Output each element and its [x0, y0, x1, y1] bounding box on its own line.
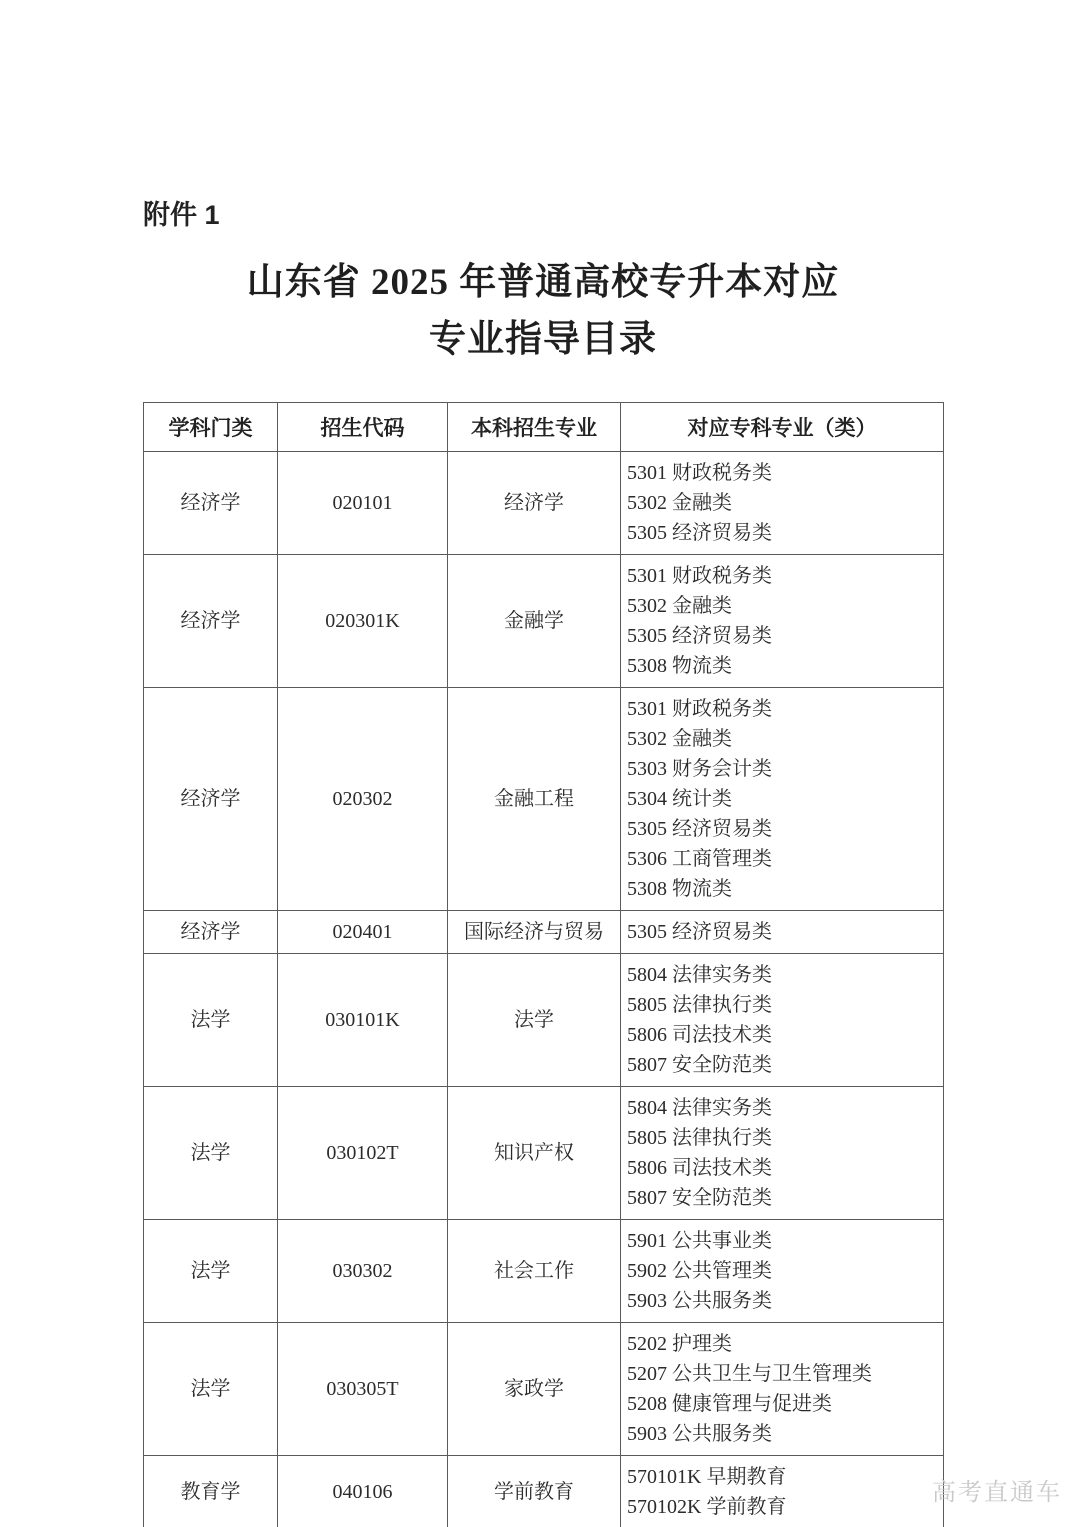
specialty-line: 5903 公共服务类 — [627, 1423, 772, 1445]
table-row — [144, 1323, 944, 1456]
attachment-label: 附件 1 — [143, 200, 220, 230]
cell-major: 金融学 — [448, 555, 621, 688]
specialty-line: 5305 经济贸易类 — [627, 818, 772, 840]
header-code: 招生代码 — [278, 403, 448, 452]
table-row — [144, 1220, 944, 1323]
specialty-line: 5805 法律执行类 — [627, 994, 772, 1016]
cell-code: 030305T — [278, 1323, 448, 1456]
cell-specialties — [621, 911, 944, 954]
cell-major: 知识产权 — [448, 1087, 621, 1220]
cell-code: 030302 — [278, 1220, 448, 1323]
table-row — [144, 555, 944, 688]
cell-major: 学前教育 — [448, 1456, 621, 1527]
cell-category: 法学 — [144, 1220, 278, 1323]
cell-specialties — [621, 1220, 944, 1323]
specialty-line: 5302 金融类 — [627, 595, 732, 617]
cell-specialties — [621, 1456, 944, 1527]
cell-specialties — [621, 452, 944, 555]
specialty-line: 5301 财政税务类 — [627, 698, 772, 720]
cell-specialties — [621, 1323, 944, 1456]
table-row — [144, 1087, 944, 1220]
specialty-line: 5305 经济贸易类 — [627, 625, 772, 647]
specialty-line: 5807 安全防范类 — [627, 1187, 772, 1209]
cell-code: 020302 — [278, 688, 448, 911]
table-row — [144, 911, 944, 954]
header-major: 本科招生专业 — [448, 403, 621, 452]
specialty-line: 5804 法律实务类 — [627, 964, 772, 986]
table-row — [144, 1456, 944, 1527]
specialty-line: 5807 安全防范类 — [627, 1054, 772, 1076]
specialty-line: 5306 工商管理类 — [627, 848, 772, 870]
cell-major: 法学 — [448, 954, 621, 1087]
cell-category: 经济学 — [144, 555, 278, 688]
page-title-line1: 山东省 2025 年普通高校专升本对应 — [246, 262, 840, 303]
cell-major: 国际经济与贸易 — [448, 911, 621, 954]
cell-code: 030101K — [278, 954, 448, 1087]
cell-specialties — [621, 688, 944, 911]
cell-major: 社会工作 — [448, 1220, 621, 1323]
cell-specialties — [621, 555, 944, 688]
cell-category: 法学 — [144, 954, 278, 1087]
specialty-line: 5901 公共事业类 — [627, 1230, 772, 1252]
cell-category: 经济学 — [144, 911, 278, 954]
page-title — [143, 254, 943, 368]
header-category: 学科门类 — [144, 403, 278, 452]
cell-major: 家政学 — [448, 1323, 621, 1456]
specialty-line: 5305 经济贸易类 — [627, 522, 772, 544]
majors-catalog-table — [143, 402, 944, 1527]
specialty-line: 5301 财政税务类 — [627, 462, 772, 484]
watermark-text: 高考直通车 — [932, 1479, 1062, 1506]
table-row — [144, 688, 944, 911]
cell-category: 法学 — [144, 1087, 278, 1220]
specialty-line: 5301 财政税务类 — [627, 565, 772, 587]
document-content — [143, 193, 943, 1527]
specialty-line: 570101K 早期教育 — [627, 1466, 787, 1488]
specialty-line: 5903 公共服务类 — [627, 1290, 772, 1312]
cell-code: 020101 — [278, 452, 448, 555]
specialty-line: 5302 金融类 — [627, 728, 732, 750]
cell-code: 030102T — [278, 1087, 448, 1220]
header-specialties: 对应专科专业（类） — [621, 403, 944, 452]
cell-code: 020401 — [278, 911, 448, 954]
cell-major: 经济学 — [448, 452, 621, 555]
specialty-line: 5805 法律执行类 — [627, 1127, 772, 1149]
specialty-line: 5207 公共卫生与卫生管理类 — [627, 1363, 872, 1385]
specialty-line: 5304 统计类 — [627, 788, 732, 810]
specialty-line: 5308 物流类 — [627, 878, 732, 900]
specialty-line: 5202 护理类 — [627, 1333, 732, 1355]
specialty-line: 5208 健康管理与促进类 — [627, 1393, 832, 1415]
cell-code: 020301K — [278, 555, 448, 688]
cell-category: 经济学 — [144, 452, 278, 555]
table-body — [144, 452, 944, 1527]
specialty-line: 5302 金融类 — [627, 492, 732, 514]
cell-code: 040106 — [278, 1456, 448, 1527]
cell-specialties — [621, 1087, 944, 1220]
cell-major: 金融工程 — [448, 688, 621, 911]
specialty-line: 5308 物流类 — [627, 655, 732, 677]
specialty-line: 5806 司法技术类 — [627, 1157, 772, 1179]
specialty-line: 570102K 学前教育 — [627, 1496, 787, 1518]
specialty-line: 5305 经济贸易类 — [627, 921, 772, 943]
specialty-line: 5804 法律实务类 — [627, 1097, 772, 1119]
page-title-line2: 专业指导目录 — [429, 319, 657, 360]
table-row — [144, 452, 944, 555]
cell-specialties — [621, 954, 944, 1087]
specialty-line: 5902 公共管理类 — [627, 1260, 772, 1282]
cell-category: 经济学 — [144, 688, 278, 911]
table-row — [144, 954, 944, 1087]
cell-category: 教育学 — [144, 1456, 278, 1527]
specialty-line: 5303 财务会计类 — [627, 758, 772, 780]
cell-category: 法学 — [144, 1323, 278, 1456]
specialty-line: 5806 司法技术类 — [627, 1024, 772, 1046]
table-header-row — [144, 403, 944, 452]
